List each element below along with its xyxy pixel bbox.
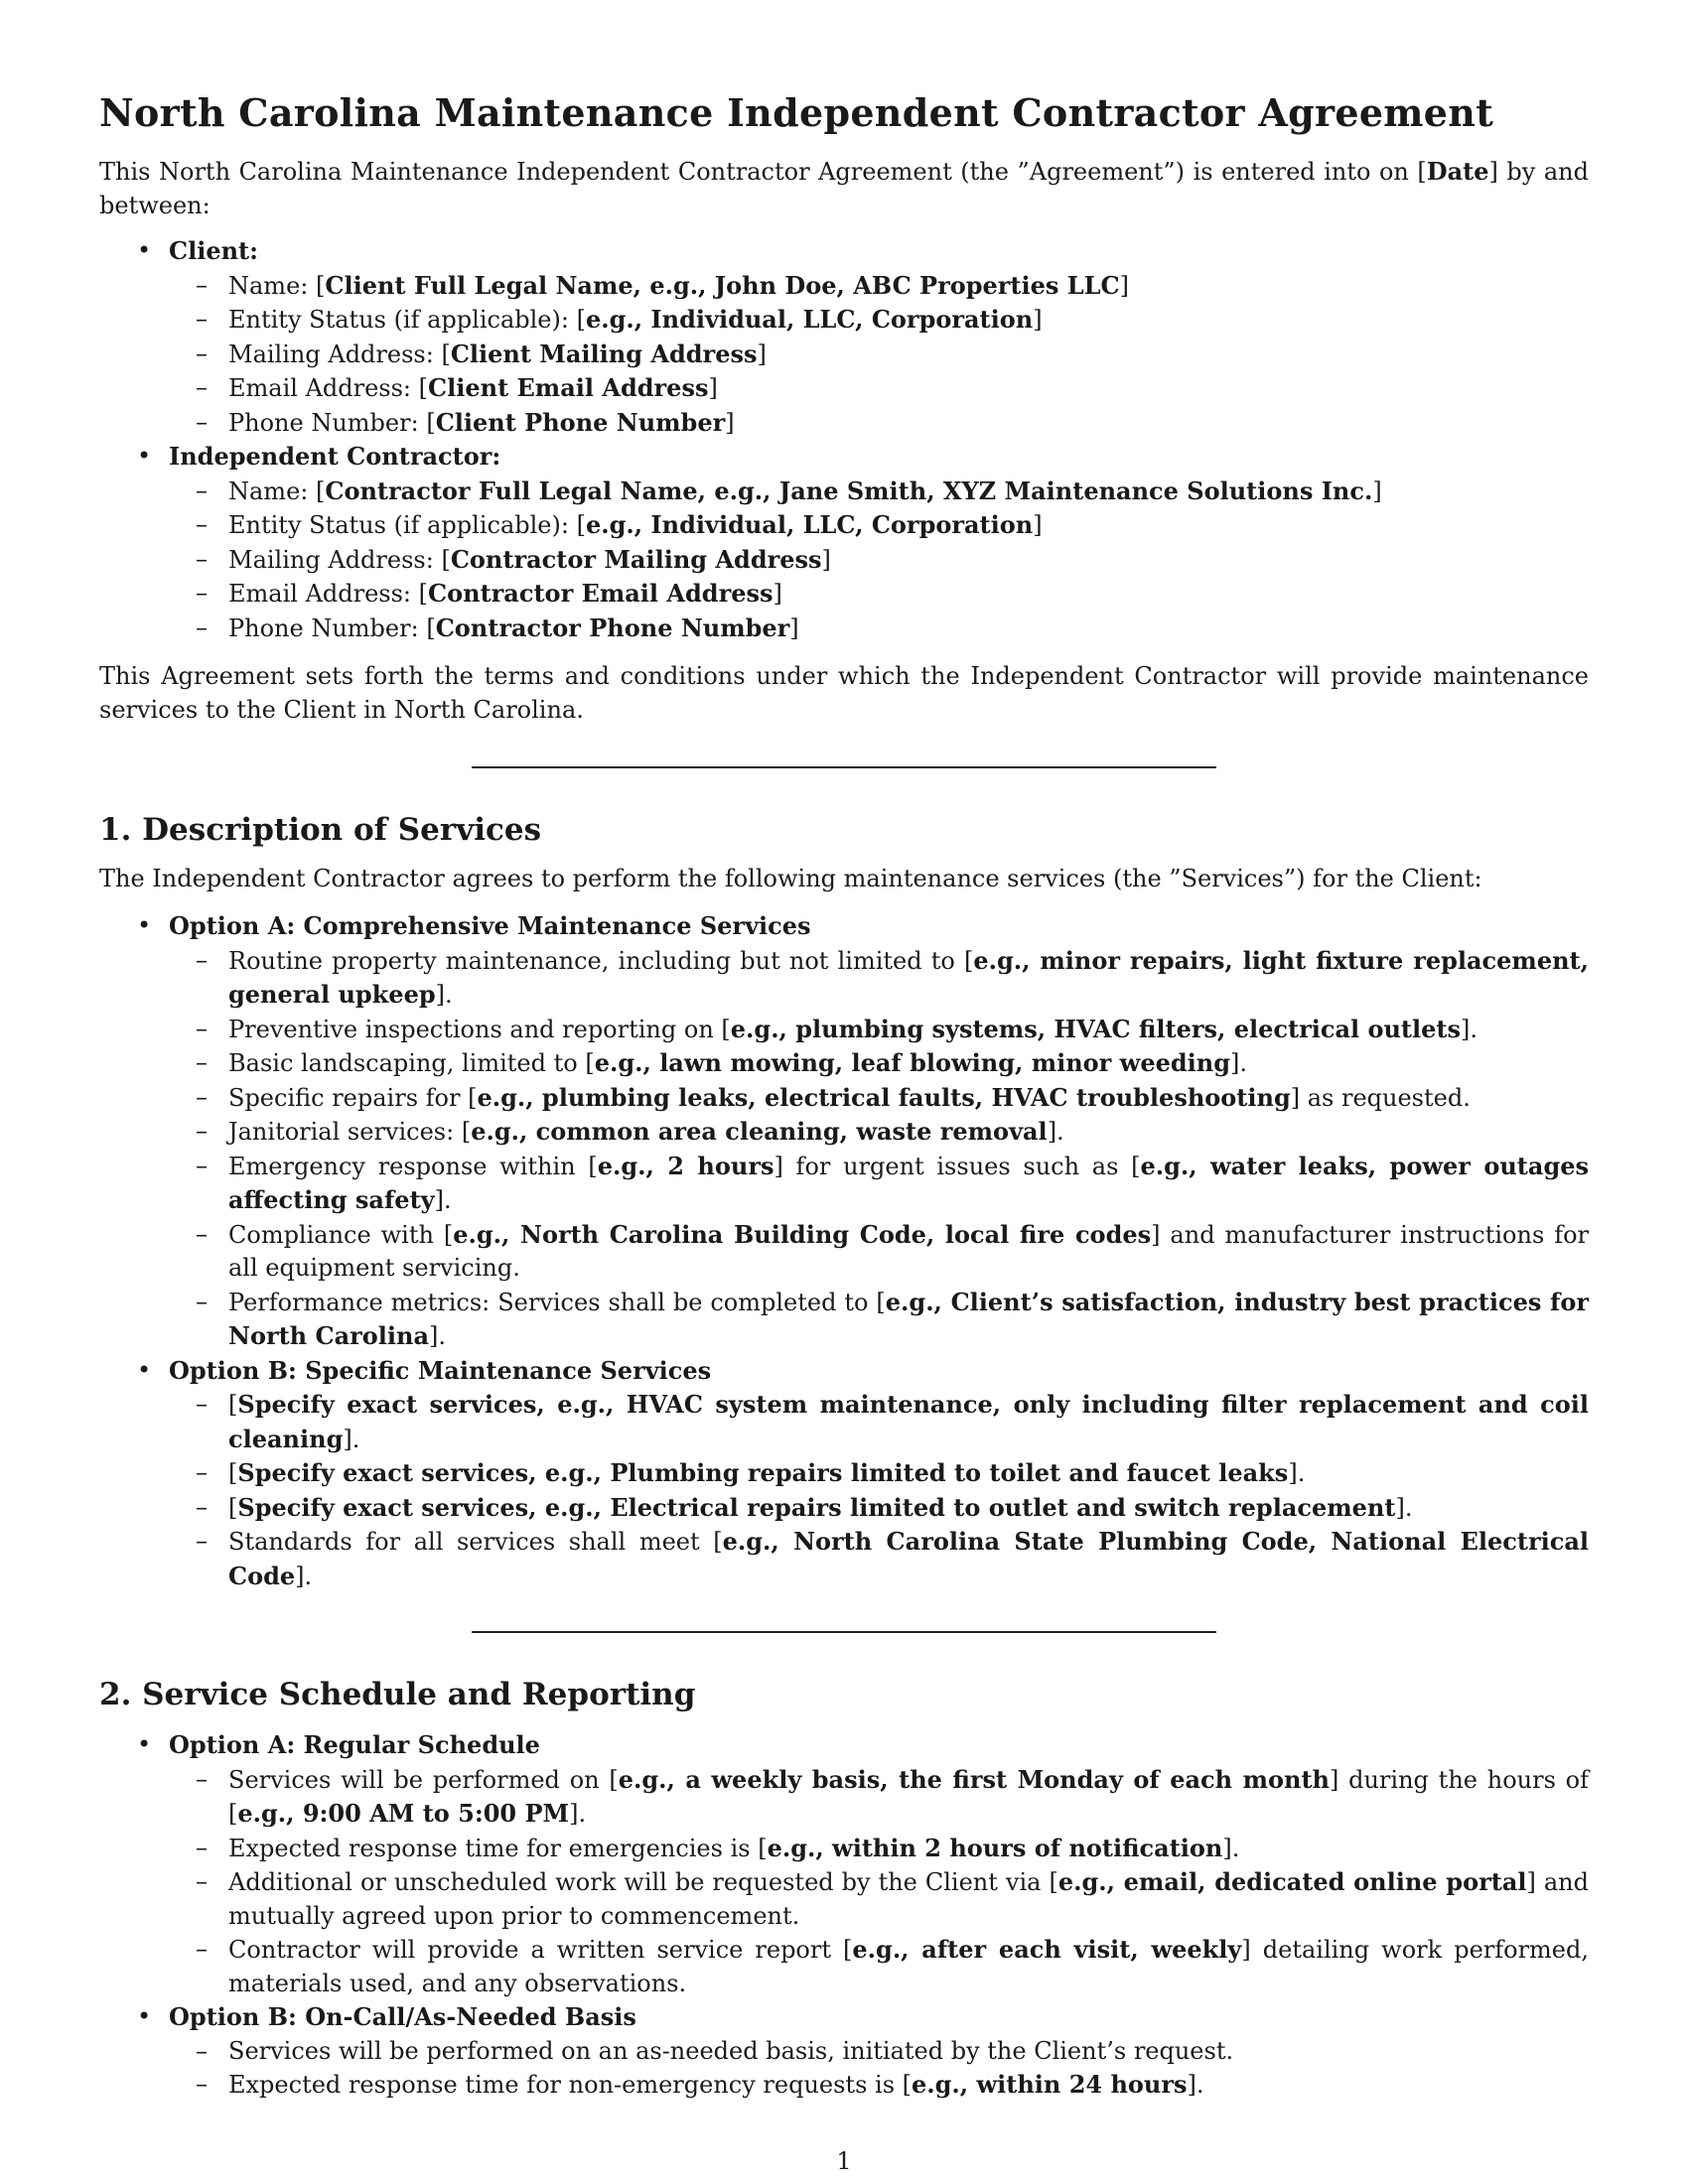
dash-icon: – [196,2036,208,2065]
dash-icon: – [196,476,208,504]
client-fields [169,269,1589,441]
dash-icon: – [196,1082,208,1111]
list-item: – [Specify exact services, e.g., Plumbing repairs limited to toilet and faucet leaks]. [169,1456,1589,1491]
dash-icon: – [196,1764,208,1793]
list-item: – Janitorial services: [e.g., common area cleaning, waste removal]. [169,1115,1589,1150]
list-item: – Name: [Client Full Legal Name, e.g., John Doe, ABC Properties LLC] [169,269,1589,304]
party-contractor: • Independent Contractor: – Name: [Contractor Full Legal Name, e.g., Jane Smith, XYZ Maintenance Solutions Inc.] – Entity Status (if applicable): [e.g., Individual, LLC, Corporation] – Mailing Address: [Contractor Mailing Address] – Email Address: [Contractor Email Address] – Phone Number: [Contractor Phone Number] [99,440,1589,645]
services-options-list [99,909,1589,1593]
dash-icon: – [196,1833,208,1861]
option-b-schedule: • Option B: On-Call/As-Needed Basis – Services will be performed on an as-needed basis, initiated by the Client’s request. – Expected response time for non-emergency requests is [e.g., within 24 hours]. [99,2000,1589,2103]
bullet-icon: • [137,1355,152,1384]
dash-icon: – [196,1117,208,1145]
list-item: – Phone Number: [Contractor Phone Number] [169,612,1589,646]
dash-icon: – [196,339,208,367]
schedule-options-list [99,1728,1589,2103]
dash-icon: – [196,1014,208,1042]
section-divider [472,1631,1216,1633]
dash-icon: – [196,510,208,538]
bullet-icon: • [137,442,152,470]
contractor-fields [169,475,1589,646]
option-a-services: • Option A: Comprehensive Maintenance Services – Routine property maintenance, including but not limited to [e.g., minor repairs, light fixture replacement, general upkeep]. – Preventive inspections and reporting on [e.g., plumbing systems, HVAC filters, electrical outlets]. – Basic landscaping, limited to [e.g., lawn mowing, leaf blowing, minor weeding]. – Specific repairs for [e.g., plumbing leaks, electrical faults, HVAC troubleshooting] as requested. – Janitorial services: [e.g., common area cleaning, waste removal]. – Emergency response within [e.g., 2 hours] for urgent issues such as [e.g., water leaks, power outages affecting safety]. – Compliance with [e.g., North Carolina Building Code, local fire codes] and manufacturer instructions for all equipment servicing. – Performance metrics: Services shall be completed to [e.g., Client’s satisfaction, industry best practices for North Carolina]. [99,909,1589,1354]
dash-icon: – [196,373,208,401]
dash-icon: – [196,1151,208,1179]
list-item: – Email Address: [Contractor Email Address] [169,577,1589,612]
list-item: – Phone Number: [Client Phone Number] [169,406,1589,441]
list-item: – Compliance with [e.g., North Carolina Building Code, local fire codes] and manufacturer instructions for all equipment servicing. [196,1219,1590,1282]
section1-intro: The Independent Contractor agrees to perform the following maintenance services (the ”Services”) for the Client: [99,865,1482,892]
list-item: – Emergency response within [e.g., 2 hours] for urgent issues such as [e.g., water leaks, power outages affecting safety]. [196,1151,1590,1214]
dash-icon: – [196,305,208,333]
dash-icon: – [196,1048,208,1076]
option-a-items [169,944,1589,1354]
dash-icon: – [196,1458,208,1486]
list-item: – Entity Status (if applicable): [e.g., Individual, LLC, Corporation] [169,508,1589,543]
list-item: – Services will be performed on [e.g., a weekly basis, the first Monday of each month] during the hours of [e.g., 9:00 AM to 5:00 PM]. [196,1764,1590,1828]
list-item: – Services will be performed on an as-needed basis, initiated by the Client’s request. [169,2035,1589,2069]
list-item: – Additional or unscheduled work will be requested by the Client via [e.g., email, dedicated online portal] and mutually agreed upon prior to commencement. [196,1867,1589,1930]
dash-icon: – [196,1219,208,1248]
list-item: – Mailing Address: [Contractor Mailing Address] [169,543,1589,578]
dash-icon: – [196,407,208,436]
section-divider [472,766,1216,768]
bullet-icon: • [137,2002,152,2030]
dash-icon: – [196,1935,208,1963]
parties-list [99,234,1589,645]
section-heading-1: 1. Description of Services [99,812,542,848]
dash-icon: – [196,1527,208,1555]
terms-paragraph: This Agreement sets forth the terms and conditions under which the Independent Contractor will provide maintenance services to the Client in North Carolina. [99,662,1589,724]
list-item: – Preventive inspections and reporting on [e.g., plumbing systems, HVAC filters, electrical outlets]. [169,1013,1589,1047]
list-item: – Routine property maintenance, including but not limited to [e.g., minor repairs, light fixture replacement, general upkeep]. [196,945,1589,1009]
dash-icon: – [196,544,208,573]
page-number: 1 [836,2147,852,2175]
list-item: – Mailing Address: [Client Mailing Address] [169,338,1589,372]
dash-icon: – [196,1390,208,1418]
dash-icon: – [196,1287,208,1315]
list-item: – Name: [Contractor Full Legal Name, e.g., Jane Smith, XYZ Maintenance Solutions Inc.] [169,475,1589,509]
list-item: – Contractor will provide a written service report [e.g., after each visit, weekly] detailing work performed, materials used, and any observations. [196,1935,1589,1997]
bullet-icon: • [137,1730,152,1758]
schedule-a-items [169,1763,1589,2001]
list-item: – Performance metrics: Services shall be completed to [e.g., Client’s satisfaction, industry best practices for North Carolina]. [196,1287,1589,1350]
list-item: – Standards for all services shall meet [e.g., North Carolina State Plumbing Code, National Electrical Code]. [196,1527,1589,1590]
dash-icon: – [196,2070,208,2098]
date-placeholder: Date [1426,157,1489,186]
section-heading-2: 2. Service Schedule and Reporting [99,1677,696,1712]
dash-icon: – [196,945,208,974]
dash-icon: – [196,270,208,299]
option-b-services: • Option B: Specific Maintenance Services – [Specify exact services, e.g., HVAC system maintenance, only including filter replacement and coil cleaning]. – [Specify exact services, e.g., Plumbing repairs limited to toilet and faucet leaks]. – [Specify exact services, e.g., Electrical repairs limited to outlet and switch replacement]. – Standards for all services shall meet [e.g., North Carolina State Plumbing Code, National Electrical Code]. [99,1354,1589,1594]
dash-icon: – [196,579,208,607]
bullet-icon: • [137,911,152,939]
list-item: – Basic landscaping, limited to [e.g., lawn mowing, leaf blowing, minor weeding]. [169,1046,1589,1081]
intro-paragraph: This North Carolina Maintenance Independent Contractor Agreement (the ”Agreement”) is entered into on [Date] by and between: [99,157,1590,219]
list-item: – Entity Status (if applicable): [e.g., Individual, LLC, Corporation] [169,303,1589,338]
bullet-icon: • [137,236,152,264]
list-item: – [Specify exact services, e.g., Electrical repairs limited to outlet and switch replacement]. [169,1491,1589,1526]
document-title: North Carolina Maintenance Independent Contractor Agreement [99,90,1494,135]
dash-icon: – [196,1867,208,1895]
option-b-items [169,1388,1589,1593]
party-client: • Client: – Name: [Client Full Legal Name, e.g., John Doe, ABC Properties LLC] – Entity Status (if applicable): [e.g., Individual, LLC, Corporation] – Mailing Address: [Client Mailing Address] – Email Address: [Client Email Address] – Phone Number: [Client Phone Number] [99,234,1589,440]
list-item: – Specific repairs for [e.g., plumbing leaks, electrical faults, HVAC troubleshooting] as requested. [169,1081,1589,1116]
dash-icon: – [196,613,208,641]
option-a-schedule: • Option A: Regular Schedule – Services will be performed on [e.g., a weekly basis, the first Monday of each month] during the hours of [e.g., 9:00 AM to 5:00 PM]. – Expected response time for emergencies is [e.g., within 2 hours of notification]. – Additional or unscheduled work will be requested by the Client via [e.g., email, dedicated online portal] and mutually agreed upon prior to commencement. – Contractor will provide a written service report [e.g., after each visit, weekly] detailing work performed, materials used, and any observations. [99,1728,1589,2000]
schedule-b-items [169,2035,1589,2103]
document-page [99,0,1589,2103]
list-item: – Expected response time for emergencies is [e.g., within 2 hours of notification]. [169,1832,1589,1866]
dash-icon: – [196,1492,208,1521]
list-item: – [Specify exact services, e.g., HVAC system maintenance, only including filter replacement and coil cleaning]. [196,1390,1589,1453]
list-item: – Expected response time for non-emergency requests is [e.g., within 24 hours]. [169,2068,1589,2103]
list-item: – Email Address: [Client Email Address] [169,371,1589,406]
